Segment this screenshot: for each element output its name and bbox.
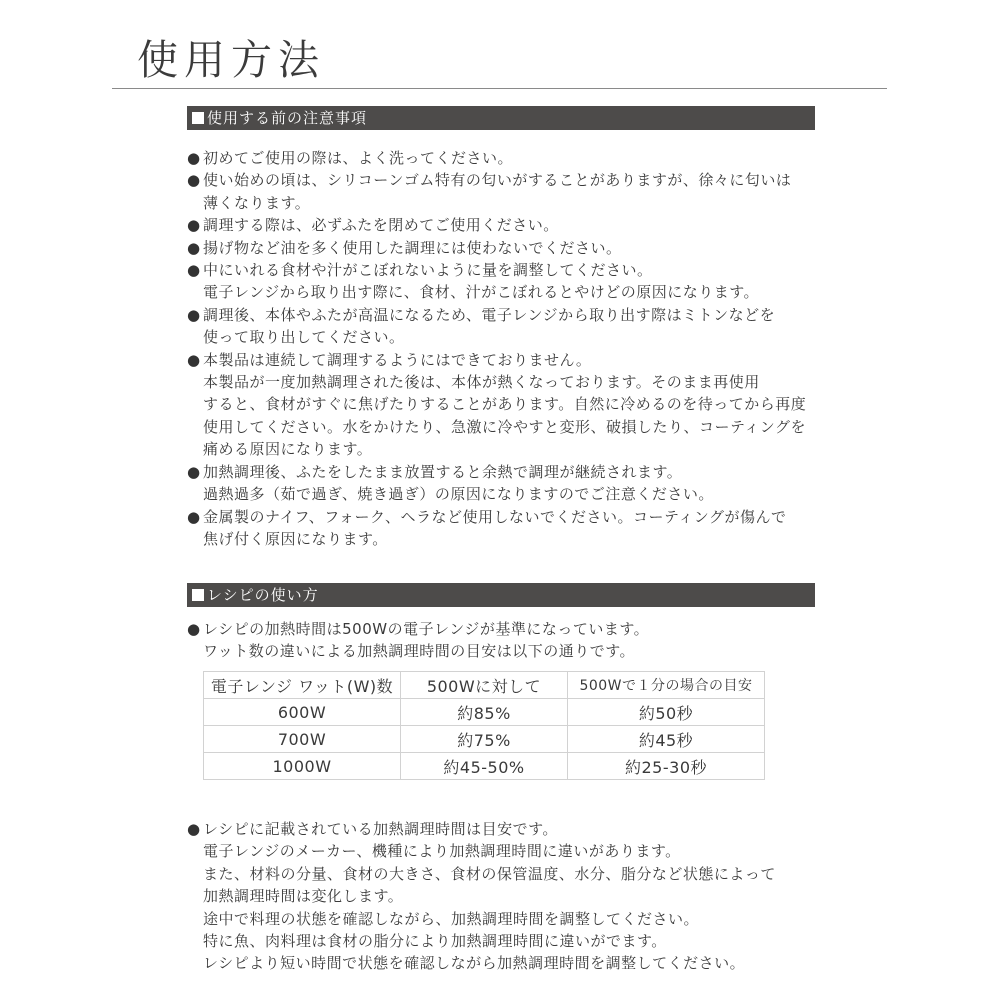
item-text: 焦げ付く原因になります。 [203, 529, 388, 548]
item-text: 調理する際は、必ずふたを閉めてご使用ください。 [203, 216, 559, 235]
item-text: レシピの加熱時間は500Wの電子レンジが基準になっています。 [203, 620, 650, 638]
table-cell: 600W [204, 699, 401, 726]
item-text: 初めてご使用の際は、よく洗ってください。 [203, 149, 514, 167]
section-heading-precautions [187, 106, 815, 130]
item-text: 本製品が一度加熱調理された後は、本体が熱くなっております。そのまま再使用 [203, 373, 760, 392]
item-text: 薄くなります。 [203, 193, 311, 212]
list-item [187, 349, 827, 461]
bullet-icon: ● [187, 507, 201, 526]
table-header-cell: 500Wに対して [401, 672, 568, 699]
precautions-list [187, 147, 827, 550]
list-item [187, 169, 827, 214]
list-item [187, 618, 827, 663]
bullet-icon: ● [187, 305, 201, 324]
table-cell: 約45-50% [401, 753, 568, 780]
table-cell: 約25-30秒 [568, 753, 765, 780]
item-text: レシピに記載されている加熱調理時間は目安です。 [203, 820, 558, 838]
item-text: 使って取り出してください。 [203, 328, 405, 347]
table-header-row [204, 672, 765, 699]
watt-time-table [203, 671, 765, 780]
item-text: 中にいれる食材や汁がこぼれないように量を調整してください。 [203, 261, 653, 280]
list-item [187, 461, 827, 506]
table-row [204, 699, 765, 726]
section-heading-recipe [187, 583, 815, 607]
list-item [187, 818, 827, 975]
item-text: 途中で料理の状態を確認しながら、加熱調理時間を調整してください。 [203, 909, 700, 928]
recipe-notes [187, 818, 827, 975]
item-text: 痛める原因になります。 [203, 440, 373, 459]
table-row [204, 726, 765, 753]
bullet-icon: ● [187, 462, 201, 481]
item-text: レシピより短い時間で状態を確認しながら加熱調理時間を調整してください。 [203, 954, 746, 973]
item-text: 過熱過多（茹で過ぎ、焼き過ぎ）の原因になりますのでご注意ください。 [203, 485, 714, 504]
item-text: 電子レンジから取り出す際に、食材、汁がこぼれるとやけどの原因になります。 [203, 283, 760, 302]
item-text: 特に魚、肉料理は食材の脂分により加熱調理時間に違いがでます。 [203, 932, 667, 951]
square-icon [192, 112, 204, 124]
item-text: また、材料の分量、食材の大きさ、食材の保管温度、水分、脂分など状態によって [203, 864, 776, 883]
item-text: 使い始めの頃は、シリコーンゴム特有の匂いがすることがありますが、徐々に匂いは [203, 171, 792, 190]
table-cell: 約75% [401, 726, 568, 753]
item-text: 金属製のナイフ、フォーク、ヘラなど使用しないでください。コーティングが傷んで [203, 507, 787, 526]
bullet-icon: ● [187, 171, 201, 190]
list-item [187, 147, 827, 169]
table-row [204, 753, 765, 780]
bullet-icon: ● [187, 238, 201, 257]
table-cell: 700W [204, 726, 401, 753]
recipe-intro [187, 618, 827, 663]
table-cell: 約85% [401, 699, 568, 726]
table-cell: 1000W [204, 753, 401, 780]
section-heading-label: 使用する前の注意事項 [207, 109, 368, 127]
list-item [187, 304, 827, 349]
item-text: 加熱調理時間は変化します。 [203, 887, 404, 906]
bullet-icon: ● [187, 620, 201, 638]
table-header-cell: 500Wで１分の場合の目安 [568, 672, 765, 699]
bullet-icon: ● [187, 261, 201, 280]
bullet-icon: ● [187, 216, 201, 235]
item-text: 揚げ物など油を多く使用した調理には使わないでください。 [203, 238, 622, 257]
title-divider [112, 88, 887, 89]
item-text: ワット数の違いによる加熱調理時間の目安は以下の通りです。 [203, 642, 636, 661]
item-text: 電子レンジのメーカー、機種により加熱調理時間に違いがあります。 [203, 842, 681, 861]
item-text: すると、食材がすぐに焦げたりすることがあります。自然に冷めるのを待ってから再度 [203, 395, 807, 414]
table-cell: 約50秒 [568, 699, 765, 726]
bullet-icon: ● [187, 820, 201, 838]
item-text: 加熱調理後、ふたをしたまま放置すると余熱で調理が継続されます。 [203, 462, 683, 481]
table-cell: 約45秒 [568, 726, 765, 753]
list-item [187, 237, 827, 259]
section-heading-label: レシピの使い方 [207, 586, 319, 604]
list-item [187, 506, 827, 551]
page-title: 使用方法 [137, 36, 325, 84]
table-header-cell: 電子レンジ ワット(W)数 [204, 672, 401, 699]
bullet-icon: ● [187, 350, 201, 369]
bullet-icon: ● [187, 149, 201, 167]
list-item [187, 214, 827, 236]
item-text: 使用してください。水をかけたり、急激に冷やすと変形、破損したり、コーティングを [203, 417, 807, 436]
item-text: 調理後、本体やふたが高温になるため、電子レンジから取り出す際はミトンなどを [203, 305, 776, 324]
list-item [187, 259, 827, 304]
square-icon [192, 589, 204, 601]
item-text: 本製品は連続して調理するようにはできておりません。 [203, 350, 592, 369]
